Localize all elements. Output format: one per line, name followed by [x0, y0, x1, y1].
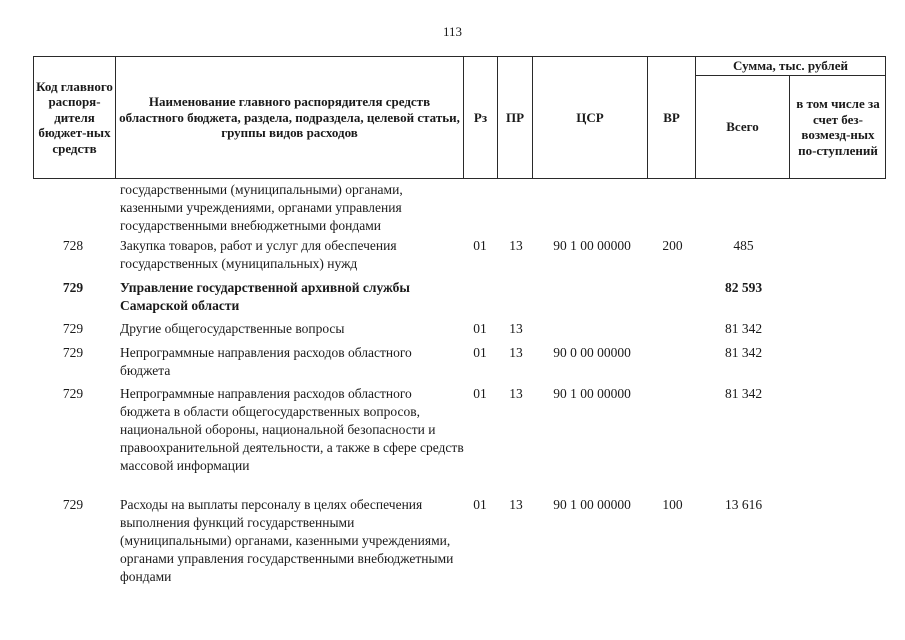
- cell-pr: 13: [509, 345, 523, 360]
- cell-total: 82 593: [724, 280, 763, 295]
- cell-csr: 90 1 00 00000: [553, 386, 631, 401]
- header-name: Наименование главного распорядителя средств областного бюджета, раздела, подраздела, целевой статьи, группы видов расходов: [119, 94, 460, 141]
- col-border: [33, 56, 34, 179]
- cell-name: Закупка товаров, работ и услуг для обеспечения государственных (муниципальных) нужд: [120, 238, 397, 271]
- header-csr: ЦСР: [576, 109, 604, 125]
- header-total: Всего: [726, 119, 759, 135]
- cell-total: 13 616: [724, 497, 763, 512]
- page-number: 113: [442, 24, 463, 39]
- cell-rz: 01: [473, 386, 487, 401]
- cell-pr: 13: [509, 238, 523, 253]
- cell-code: 729: [62, 497, 84, 512]
- cell-vr: 200: [662, 238, 683, 253]
- col-border: [115, 56, 116, 179]
- cell-total: 81 342: [724, 386, 763, 401]
- cell-code: 729: [62, 280, 84, 295]
- cell-rz: 01: [473, 345, 487, 360]
- col-border: [789, 75, 790, 179]
- cell-code: 728: [62, 238, 84, 253]
- cell-pr: 13: [509, 321, 523, 336]
- cell-csr: 90 1 00 00000: [553, 497, 631, 512]
- header-bottom-border: [33, 178, 886, 179]
- header-pr: ПР: [505, 109, 525, 125]
- header-rz: Рз: [473, 109, 488, 125]
- header-sum-group: Сумма, тыс. рублей: [733, 58, 848, 74]
- cell-name: Другие общегосударственные вопросы: [120, 321, 345, 336]
- cell-name: Расходы на выплаты персоналу в целях обеспечения выполнения функций государственными (муниципальными) органами, казенными учреждениями, органами управления государственными внебюджетными фондами: [120, 497, 454, 584]
- cell-rz: 01: [473, 321, 487, 336]
- cell-name: Управление государственной архивной службы Самарской области: [120, 280, 410, 313]
- cell-rz: 01: [473, 238, 487, 253]
- col-border: [885, 56, 886, 179]
- cell-name: государственными (муниципальными) органами, казенными учреждениями, органами управления государственными внебюджетными фондами: [120, 182, 403, 233]
- cell-csr: 90 0 00 00000: [553, 345, 631, 360]
- header-code: Код главного распоря-дителя бюджет-ных средств: [36, 78, 113, 156]
- cell-total: 485: [733, 238, 754, 253]
- cell-pr: 13: [509, 497, 523, 512]
- header-vr: ВР: [663, 109, 680, 125]
- cell-code: 729: [62, 321, 84, 336]
- cell-rz: 01: [473, 497, 487, 512]
- cell-name: Непрограммные направления расходов областного бюджета: [120, 345, 412, 378]
- cell-code: 729: [62, 386, 84, 401]
- header-including: в том числе за счет без-возмезд-ных по-ступлений: [796, 96, 880, 158]
- cell-csr: 90 1 00 00000: [553, 238, 631, 253]
- cell-code: 729: [62, 345, 84, 360]
- cell-name: Непрограммные направления расходов областного бюджета в области общегосударственных вопросов, национальной обороны, национальной безопасности и правоохранительной деятельности, а также в сфере средств массовой информации: [120, 386, 464, 473]
- cell-pr: 13: [509, 386, 523, 401]
- cell-vr: 100: [662, 497, 683, 512]
- cell-total: 81 342: [724, 345, 763, 360]
- cell-total: 81 342: [724, 321, 763, 336]
